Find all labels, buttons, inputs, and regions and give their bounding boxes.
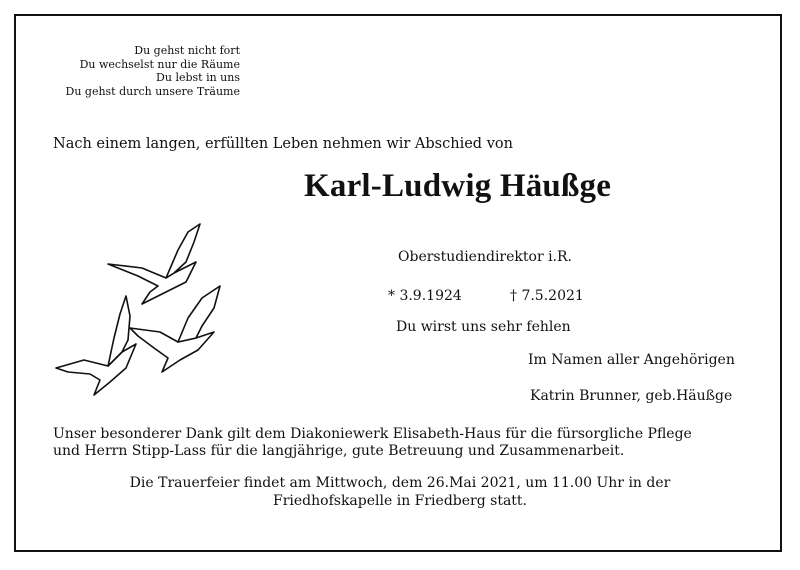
service-line-1: Die Trauerfeier findet am Mittwoch, dem 26.Mai 2021, um 11.00 Uhr in der: [129, 475, 671, 491]
birth-date: * 3.9.1924: [388, 288, 462, 304]
thanks-paragraph: [53, 426, 692, 460]
intro-text: Nach einem langen, erfüllten Leben nehmen wir Abschied von: [53, 136, 513, 152]
death-date: † 7.5.2021: [510, 288, 584, 304]
bird-bottom-left: [56, 344, 136, 395]
farewell-text: Du wirst uns sehr fehlen: [396, 319, 571, 335]
deceased-title: Oberstudiendirektor i.R.: [398, 249, 573, 265]
family-line-1: Im Namen aller Angehörigen: [528, 352, 735, 368]
bird-right: [130, 328, 214, 372]
family-line-2: Katrin Brunner, geb.Häußge: [530, 388, 733, 404]
poem-line-2: Du wechselst nur die Räume: [79, 57, 240, 71]
thanks-line-2: und Herrn Stipp-Lass für die langjährige, gute Betreuung und Zusammenarbeit.: [53, 443, 625, 459]
poem-line-3: Du lebst in uns: [156, 71, 240, 84]
deceased-name: Karl-Ludwig Häußge: [304, 168, 612, 204]
poem-line-4: Du gehst durch unsere Träume: [65, 84, 240, 98]
poem: [40, 44, 240, 98]
service-announcement: [90, 474, 710, 510]
bird-top: [108, 262, 196, 304]
service-line-2: Friedhofskapelle in Friedberg statt.: [273, 493, 527, 509]
thanks-line-1: Unser besonderer Dank gilt dem Diakoniewerk Elisabeth-Haus für die fürsorgliche Pflege: [53, 426, 692, 442]
birds-icon: [50, 220, 230, 405]
poem-line-1: Du gehst nicht fort: [134, 44, 240, 57]
